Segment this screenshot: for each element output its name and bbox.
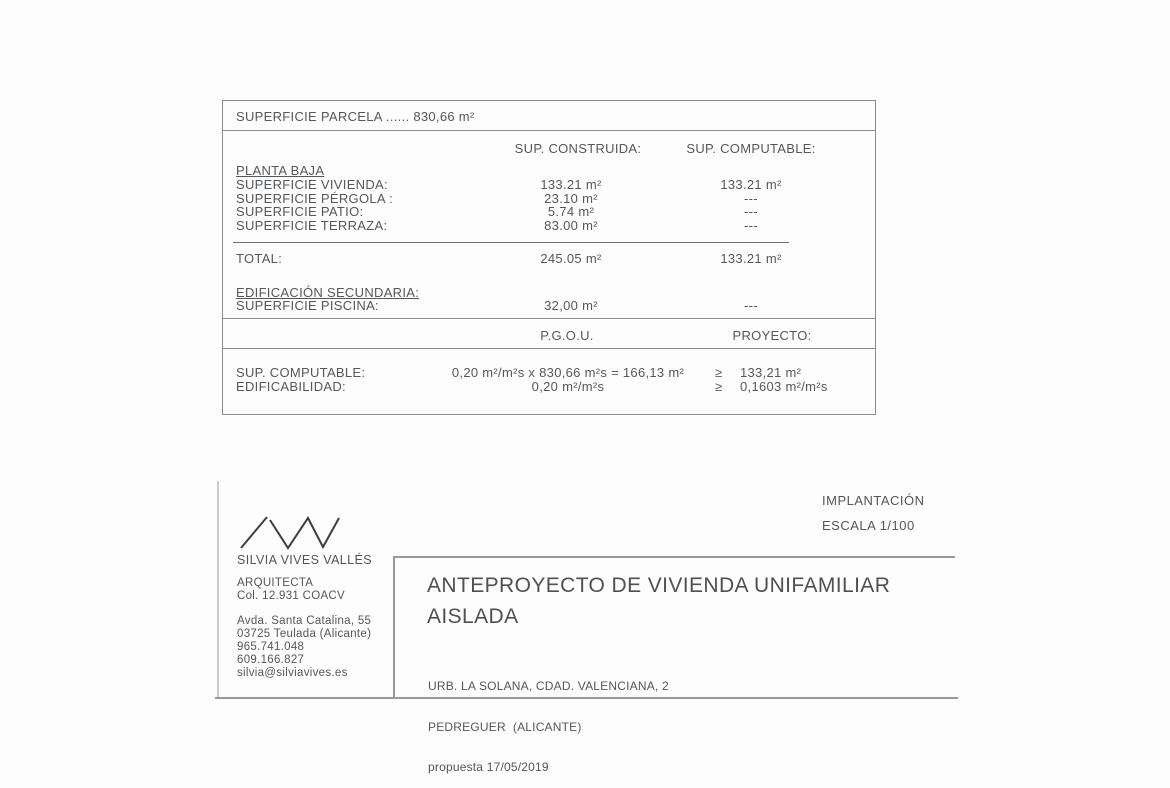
- row-label: SUPERFICIE PÉRGOLA :: [236, 190, 393, 206]
- greater-equal-sign: ≥: [715, 365, 723, 380]
- row-constructed-value: 23.10 m²: [544, 190, 598, 206]
- table-row: [223, 177, 875, 191]
- row-label: SUP. COMPUTABLE:: [236, 365, 366, 380]
- pgou-row: [223, 365, 875, 379]
- column-header-proyecto: PROYECTO:: [732, 328, 812, 343]
- table-row: [223, 298, 875, 312]
- proyecto-value: 133,21 m²: [740, 365, 802, 380]
- architect-name: SILVIA VIVES VALLÉS: [237, 553, 372, 567]
- row-computable-value: ---: [744, 190, 758, 206]
- architect-phone1: 965.741.048: [237, 641, 305, 653]
- row-label: SUPERFICIE PATIO:: [236, 204, 364, 219]
- table-row: [223, 204, 875, 218]
- pgou-row: [223, 379, 875, 393]
- row-constructed-value: 32,00 m²: [544, 298, 598, 313]
- surface-summary-table: [222, 100, 876, 415]
- column-header-computable: SUP. COMPUTABLE:: [686, 141, 816, 156]
- table-row: [223, 218, 875, 232]
- table-divider-pgou-top: [222, 318, 876, 319]
- architect-role: ARQUITECTA: [237, 577, 314, 589]
- row-computable-value: 133.21 m²: [720, 177, 782, 192]
- architect-logo: [238, 512, 342, 552]
- row-label: SUPERFICIE PISCINA:: [236, 298, 379, 313]
- project-title: ANTEPROYECTO DE VIVIENDA UNIFAMILIAR AISLADA: [427, 574, 891, 628]
- total-rule: [233, 242, 789, 243]
- architect-contact: [237, 615, 371, 680]
- pgou-formula: 0,20 m²/m²s x 830,66 m²s = 166,13 m²: [451, 365, 685, 380]
- architect-address-line1: Avda. Santa Catalina, 55: [237, 615, 372, 627]
- architect-license: Col. 12.931 COACV: [237, 590, 346, 602]
- project-location: [428, 653, 669, 788]
- column-header-constructed: SUP. CONSTRUIDA:: [514, 141, 642, 156]
- drawing-scale: ESCALA 1/100: [822, 518, 915, 533]
- row-constructed-value: 245.05 m²: [540, 251, 602, 266]
- total-row: [223, 251, 875, 265]
- architect-credentials: [237, 577, 345, 603]
- drawing-name: IMPLANTACIÓN: [822, 493, 925, 508]
- column-header-pgou: P.G.O.U.: [540, 328, 594, 343]
- row-constructed-value: 5.74 m²: [547, 204, 595, 219]
- row-label: TOTAL:: [236, 251, 283, 266]
- section-title-edificacion-secundaria: EDIFICACIÓN SECUNDARIA:: [236, 285, 420, 300]
- table-divider-pgou-bottom: [222, 348, 876, 349]
- architect-phone2: 609.166.827: [237, 654, 305, 666]
- row-computable-value: ---: [744, 298, 758, 313]
- proyecto-value: 0,1603 m²/m²s: [740, 379, 828, 394]
- project-proposal-date: propuesta 17/05/2019: [428, 760, 549, 774]
- row-label: SUPERFICIE VIVIENDA:: [236, 177, 388, 192]
- title-block-left-rule: [217, 481, 219, 698]
- row-constructed-value: 133.21 m²: [540, 177, 602, 192]
- project-location-line2: PEDREGUER (ALICANTE): [428, 719, 582, 734]
- row-label: SUPERFICIE TERRAZA:: [236, 217, 388, 233]
- pgou-formula: 0,20 m²/m²s: [531, 379, 605, 394]
- row-computable-value: ---: [744, 204, 758, 219]
- architect-email: silvia@silviavives.es: [237, 667, 348, 679]
- row-label: EDIFICABILIDAD:: [236, 379, 346, 394]
- architect-address-line2: 03725 Teulada (Alicante): [237, 628, 372, 640]
- table-divider-top: [222, 130, 876, 131]
- project-location-line1: URB. LA SOLANA, CDAD. VALENCIANA, 2: [428, 679, 669, 693]
- row-computable-value: ---: [744, 217, 758, 233]
- row-computable-value: 133.21 m²: [720, 251, 782, 266]
- table-row: [223, 191, 875, 205]
- section-title-planta-baja: PLANTA BAJA: [236, 163, 325, 178]
- parcel-area-row: SUPERFICIE PARCELA ...... 830,66 m²: [236, 109, 475, 124]
- row-constructed-value: 83.00 m²: [544, 217, 598, 233]
- greater-equal-sign: ≥: [715, 379, 723, 394]
